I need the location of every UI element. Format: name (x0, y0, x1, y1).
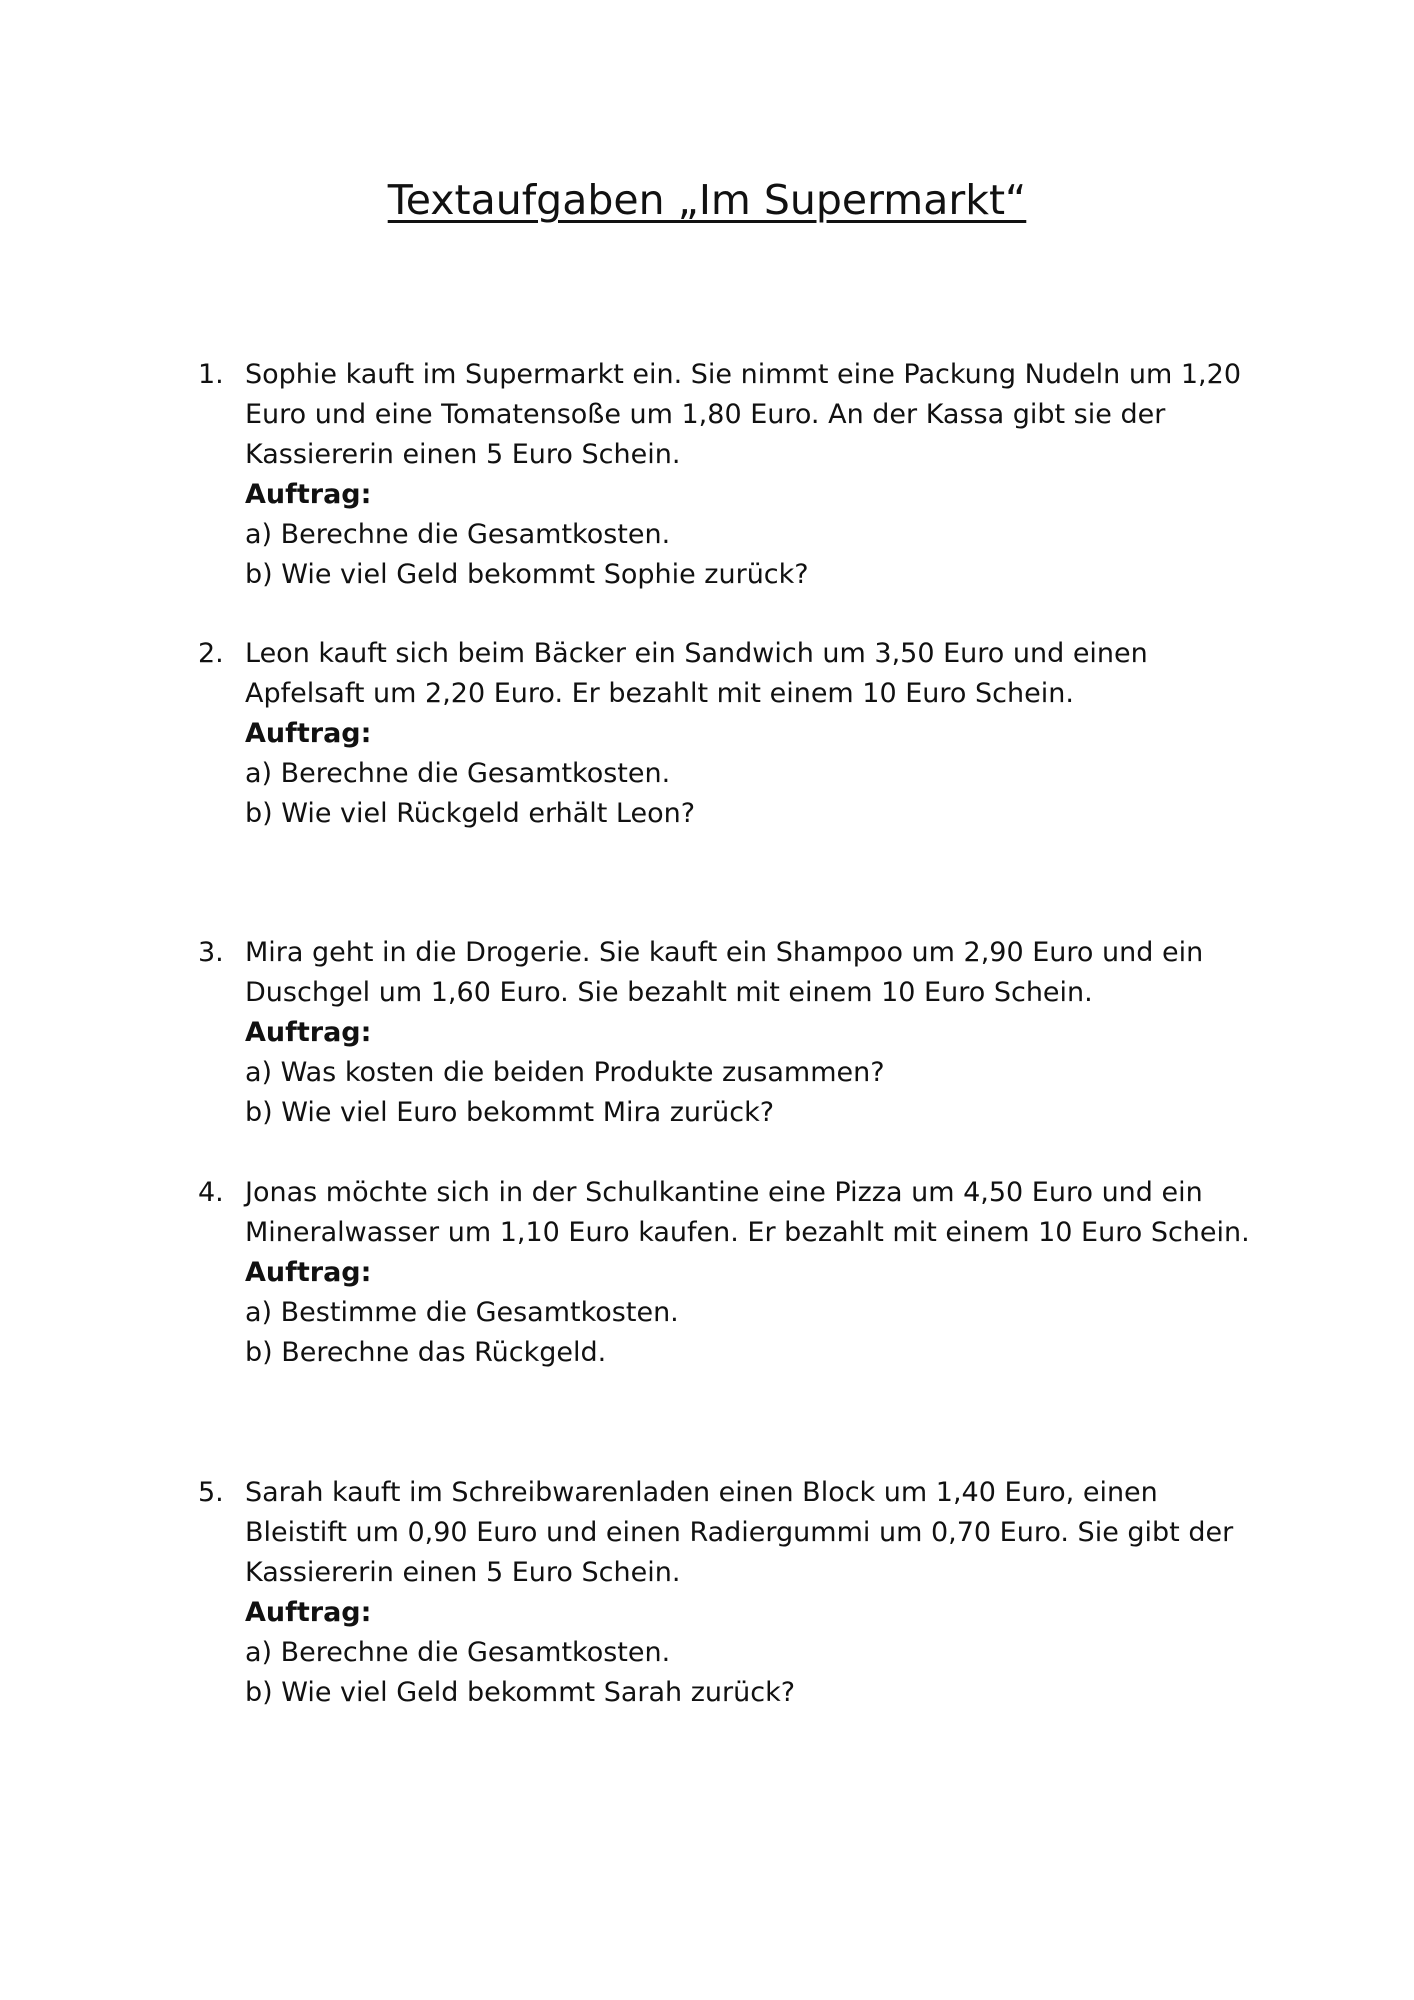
page-title-text: Textaufgaben „Im Supermarkt“ (387, 176, 1027, 224)
task-text-line: Apfelsaft um 2,20 Euro. Er bezahlt mit einem 10 Euro Schein. (245, 678, 1074, 709)
task-number: 1. (198, 359, 224, 390)
task-question-a: a) Was kosten die beiden Produkte zusammen? (245, 1057, 885, 1088)
task-text-line: Duschgel um 1,60 Euro. Sie bezahlt mit einem 10 Euro Schein. (245, 977, 1093, 1008)
task-number: 3. (198, 937, 224, 968)
task-text-line: Sophie kauft im Supermarkt ein. Sie nimmt eine Packung Nudeln um 1,20 (245, 359, 1241, 390)
task-text-line: Leon kauft sich beim Bäcker ein Sandwich um 3,50 Euro und einen (245, 638, 1148, 669)
task-number: 4. (198, 1177, 224, 1208)
task-assignment-label: Auftrag: (245, 718, 372, 749)
task-assignment-label: Auftrag: (245, 479, 372, 510)
task-text-line: Kassiererin einen 5 Euro Schein. (245, 1557, 681, 1588)
task-text-line: Kassiererin einen 5 Euro Schein. (245, 439, 681, 470)
task-question-b: b) Berechne das Rückgeld. (245, 1337, 607, 1368)
task-body (245, 634, 1278, 834)
task-question-b: b) Wie viel Geld bekommt Sarah zurück? (245, 1677, 796, 1708)
task-body (245, 1473, 1278, 1713)
task-text-line: Euro und eine Tomatensoße um 1,80 Euro. An der Kassa gibt sie der (245, 399, 1166, 430)
task-text-line: Mineralwasser um 1,10 Euro kaufen. Er bezahlt mit einem 10 Euro Schein. (245, 1217, 1250, 1248)
task-question-a: a) Berechne die Gesamtkosten. (245, 1637, 671, 1668)
task-question-a: a) Bestimme die Gesamtkosten. (245, 1297, 679, 1328)
task-number: 5. (198, 1477, 224, 1508)
task-assignment-label: Auftrag: (245, 1017, 372, 1048)
task-4 (198, 1173, 1278, 1373)
task-body (245, 355, 1278, 595)
task-assignment-label: Auftrag: (245, 1257, 372, 1288)
task-question-b: b) Wie viel Geld bekommt Sophie zurück? (245, 559, 809, 590)
task-body (245, 1173, 1278, 1373)
task-text-line: Jonas möchte sich in der Schulkantine eine Pizza um 4,50 Euro und ein (245, 1177, 1203, 1208)
page-title (0, 172, 1414, 228)
task-text-line: Sarah kauft im Schreibwarenladen einen Block um 1,40 Euro, einen (245, 1477, 1158, 1508)
task-3 (198, 933, 1278, 1133)
task-assignment-label: Auftrag: (245, 1597, 372, 1628)
task-question-b: b) Wie viel Euro bekommt Mira zurück? (245, 1097, 775, 1128)
task-body (245, 933, 1278, 1133)
task-question-b: b) Wie viel Rückgeld erhält Leon? (245, 798, 696, 829)
task-number: 2. (198, 638, 224, 669)
task-2 (198, 634, 1278, 834)
task-question-a: a) Berechne die Gesamtkosten. (245, 519, 671, 550)
task-1 (198, 355, 1278, 595)
task-text-line: Bleistift um 0,90 Euro und einen Radiergummi um 0,70 Euro. Sie gibt der (245, 1517, 1234, 1548)
task-question-a: a) Berechne die Gesamtkosten. (245, 758, 671, 789)
task-text-line: Mira geht in die Drogerie. Sie kauft ein Shampoo um 2,90 Euro und ein (245, 937, 1204, 968)
task-5 (198, 1473, 1278, 1713)
